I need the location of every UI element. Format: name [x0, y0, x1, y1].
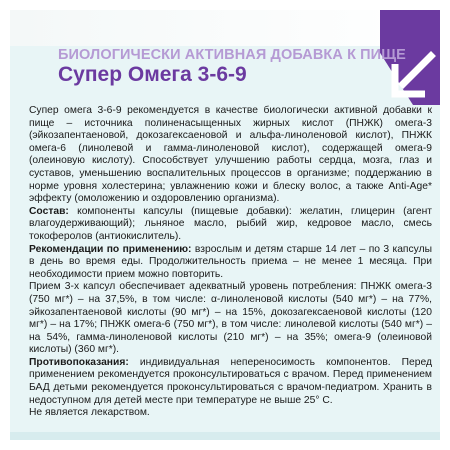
recommendations-label: Рекомендации по применению: [29, 243, 192, 255]
recommendations-text: взрослым и детям старше 14 лет – по 3 капсулы в день во время еды. Продолжительность приема – не менее 1 месяца. При необходимости прием можно повторить. [29, 243, 432, 280]
contraindications-paragraph [29, 357, 432, 407]
top-band [10, 10, 440, 46]
intro-paragraph: Супер омега 3-6-9 рекомендуется в качестве биологически активной добавки к пище – источника полиненасыщенных жирных кислот (ПНЖК) омега-3 (эйкозапентаеновой, докозагексаеновой и альфа-линоленовой кислот), ПНЖК омега-6 (линолевой и гамма-линоленовой кислот), содержащей омега-9 (олеиновую кислоту). Способствует улучшению работы сердца, мозга, глаз и суставов, уменьшению воспалительных процессов в организме; поддержанию в норме уровня холестерина; увлажнению кожи и блеску волос, а также Anti-Age* эффекту (омоложению и оздоровлению организма). [29, 105, 432, 205]
intake-paragraph: Прием 3-х капсул обеспечивает адекватный уровень потребления: ПНЖК омега-3 (750 мг*) – на 37,5%, в том числе: α-линоленовой кислоты (540 мг*) – на 77%, эйкозапентаеновой кислоты (90 мг*) – на 15%, докозагексаеновой кислоты (120 мг*) – на 17%; ПНЖК омега-6 (750 мг*), в том числе: линолевой кислоты (540 мг*) – на 54%, гамма-линоленовой кислоты (210 мг*) – на 35%; омега-9 (олеиновой кислоты) (360 мг*). [29, 281, 432, 356]
label-body [29, 105, 432, 420]
composition-label: Состав: [29, 205, 69, 217]
composition-text: компоненты капсулы (пищевые добавки): желатин, глицерин (агент влагоудерживающий); льняное масло, рыбий жир, кедровое масло, смесь токоферолов (антиокислитель). [29, 205, 432, 242]
not-medicine-note: Не является лекарством. [29, 407, 150, 419]
product-title: Супер Омега 3-6-9 [58, 63, 247, 86]
bottom-band [10, 432, 440, 440]
contraindications-label: Противопоказания: [29, 356, 129, 368]
product-category: БИОЛОГИЧЕСКИ АКТИВНАЯ ДОБАВКА К ПИЩЕ [58, 47, 406, 63]
contraindications-text: индивидуальная непереносимость компонентов. Перед применением рекомендуется проконсультироваться с врачом. Перед применением БАД детьми рекомендуется проконсультироваться с врачом-педиатром. Хранить в недоступном для детей месте при температуре не выше 25° С. [29, 356, 432, 406]
label-panel [10, 10, 440, 440]
recommendations-paragraph [29, 244, 432, 282]
composition-paragraph [29, 206, 432, 244]
